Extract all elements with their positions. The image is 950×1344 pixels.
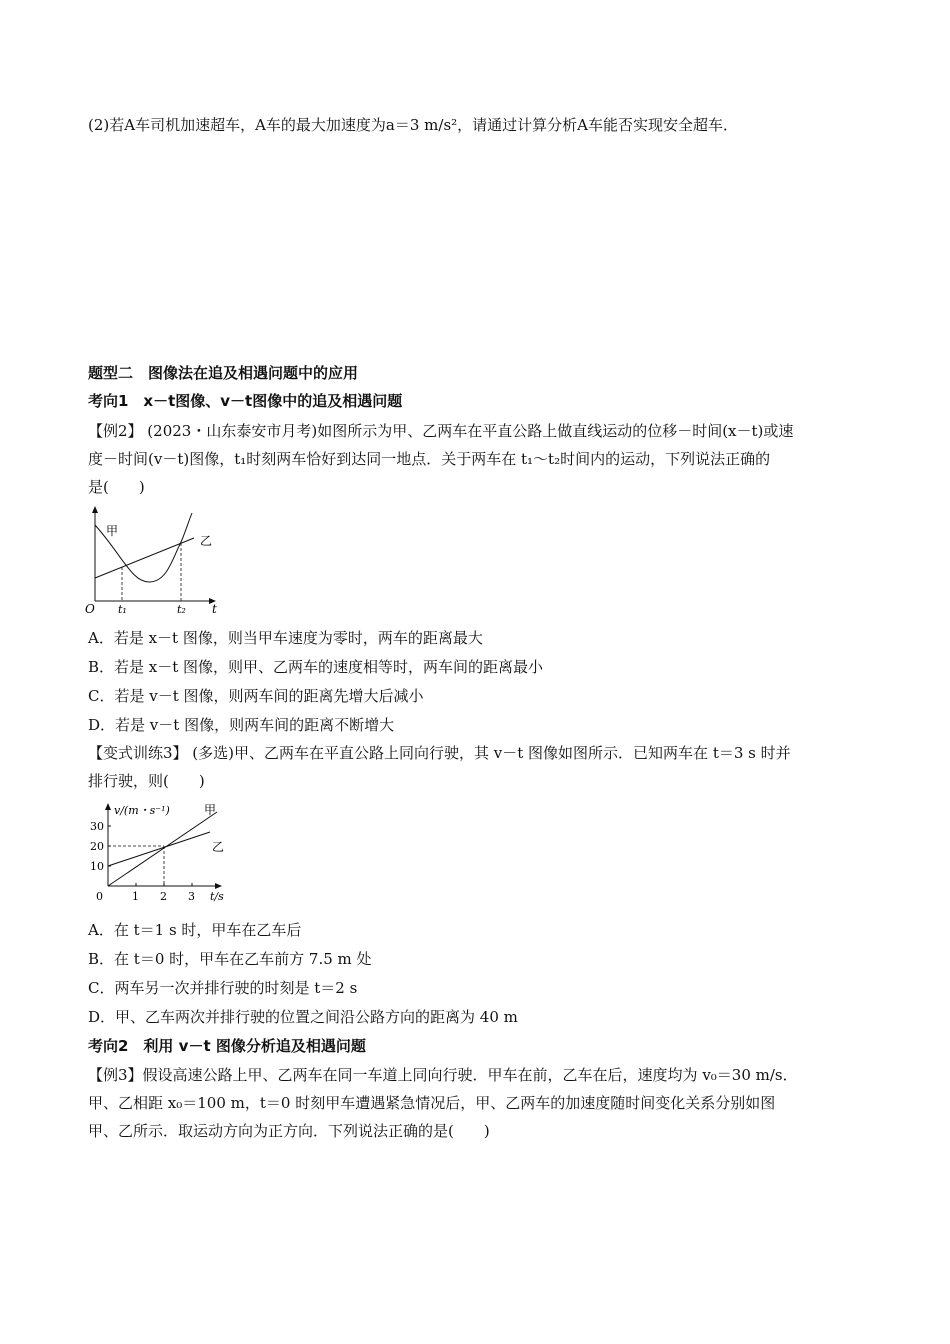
x-tick-label: 2	[160, 890, 167, 903]
example-3-line-1: 【例3】假设高速公路上甲、乙两车在同一车道上同向行驶．甲车在前，乙车在后，速度均为 v₀＝30 m/s．	[88, 1066, 798, 1084]
variant-3-option-b: B．在 t＝0 时，甲车在乙车前方 7.5 m 处	[88, 950, 372, 968]
section-title: 题型二 图像法在追及相遇问题中的应用	[88, 364, 359, 382]
yi-line	[108, 832, 210, 866]
x-tick-label: 3	[188, 890, 195, 903]
example-2-option-d: D．若是 v－t 图像，则两车间的距离不断增大	[88, 716, 395, 734]
yi-label: 乙	[200, 534, 213, 548]
origin-label: 0	[96, 890, 103, 903]
example-2-option-b: B．若是 x－t 图像，则甲、乙两车的速度相等时，两车间的距离最小	[88, 658, 544, 676]
variant-3-graph	[86, 800, 236, 912]
t-axis-label: t/s	[210, 890, 224, 903]
example-2-line-3: 是( )	[88, 478, 145, 496]
y-tick-label: 30	[90, 820, 104, 833]
jia-label: 甲	[204, 803, 217, 817]
y-axis-arrow	[92, 506, 98, 513]
question-2: (2)若A车司机加速超车，A车的最大加速度为a＝3 m/s²，请通过计算分析A车能否实现安全超车．	[88, 116, 738, 134]
jia-label: 甲	[106, 524, 119, 538]
example-3-line-2: 甲、乙相距 x₀＝100 m，t＝0 时刻甲车遭遇紧急情况后，甲、乙两车的加速度随时间变化关系分别如图	[88, 1094, 776, 1112]
variant-3-line-2: 排行驶，则( )	[88, 772, 205, 790]
example-2-graph	[82, 505, 232, 617]
v-axis-label: v/(m・s⁻¹)	[114, 804, 170, 817]
yi-label: 乙	[212, 840, 225, 854]
origin-label: O	[85, 602, 95, 616]
y-axis-arrow	[105, 803, 111, 810]
example-2-option-a: A．若是 x－t 图像，则当甲车速度为零时，两车的距离最大	[88, 629, 483, 647]
direction-2-title: 考向2 利用 v－t 图像分析追及相遇问题	[88, 1037, 366, 1055]
jia-line	[108, 812, 217, 886]
y-tick-label: 20	[90, 840, 104, 853]
variant-3-option-a: A．在 t＝1 s 时，甲车在乙车后	[88, 921, 302, 939]
variant-3-line-1: 【变式训练3】 (多选)甲、乙两车在平直公路上同向行驶，其 v－t 图像如图所示．已知两车在 t＝3 s 时并	[88, 744, 791, 762]
variant-3-option-d: D．甲、乙车两次并排行驶的位置之间沿公路方向的距离为 40 m	[88, 1008, 518, 1026]
example-3-line-3: 甲、乙所示．取运动方向为正方向．下列说法正确的是( )	[88, 1122, 490, 1140]
variant-3-option-c: C．两车另一次并排行驶的时刻是 t＝2 s	[88, 979, 358, 997]
x-axis-arrow	[215, 883, 222, 889]
example-2-line-1: 【例2】 (2023・山东泰安市月考)如图所示为甲、乙两车在平直公路上做直线运动的位移－时间(x－t)或速	[88, 422, 794, 440]
example-2-line-2: 度－时间(v－t)图像，t₁时刻两车恰好到达同一地点．关于两车在 t₁～t₂时间内的运动，下列说法正确的	[88, 450, 771, 468]
x-tick-label: 1	[132, 890, 139, 903]
t2-label: t₂	[177, 603, 186, 616]
example-2-option-c: C．若是 v－t 图像，则两车间的距离先增大后减小	[88, 687, 424, 705]
t1-label: t₁	[118, 603, 127, 616]
t-axis-label: t	[212, 602, 217, 616]
direction-1-title: 考向1 x－t图像、v－t图像中的追及相遇问题	[88, 392, 403, 410]
y-tick-label: 10	[90, 860, 104, 873]
